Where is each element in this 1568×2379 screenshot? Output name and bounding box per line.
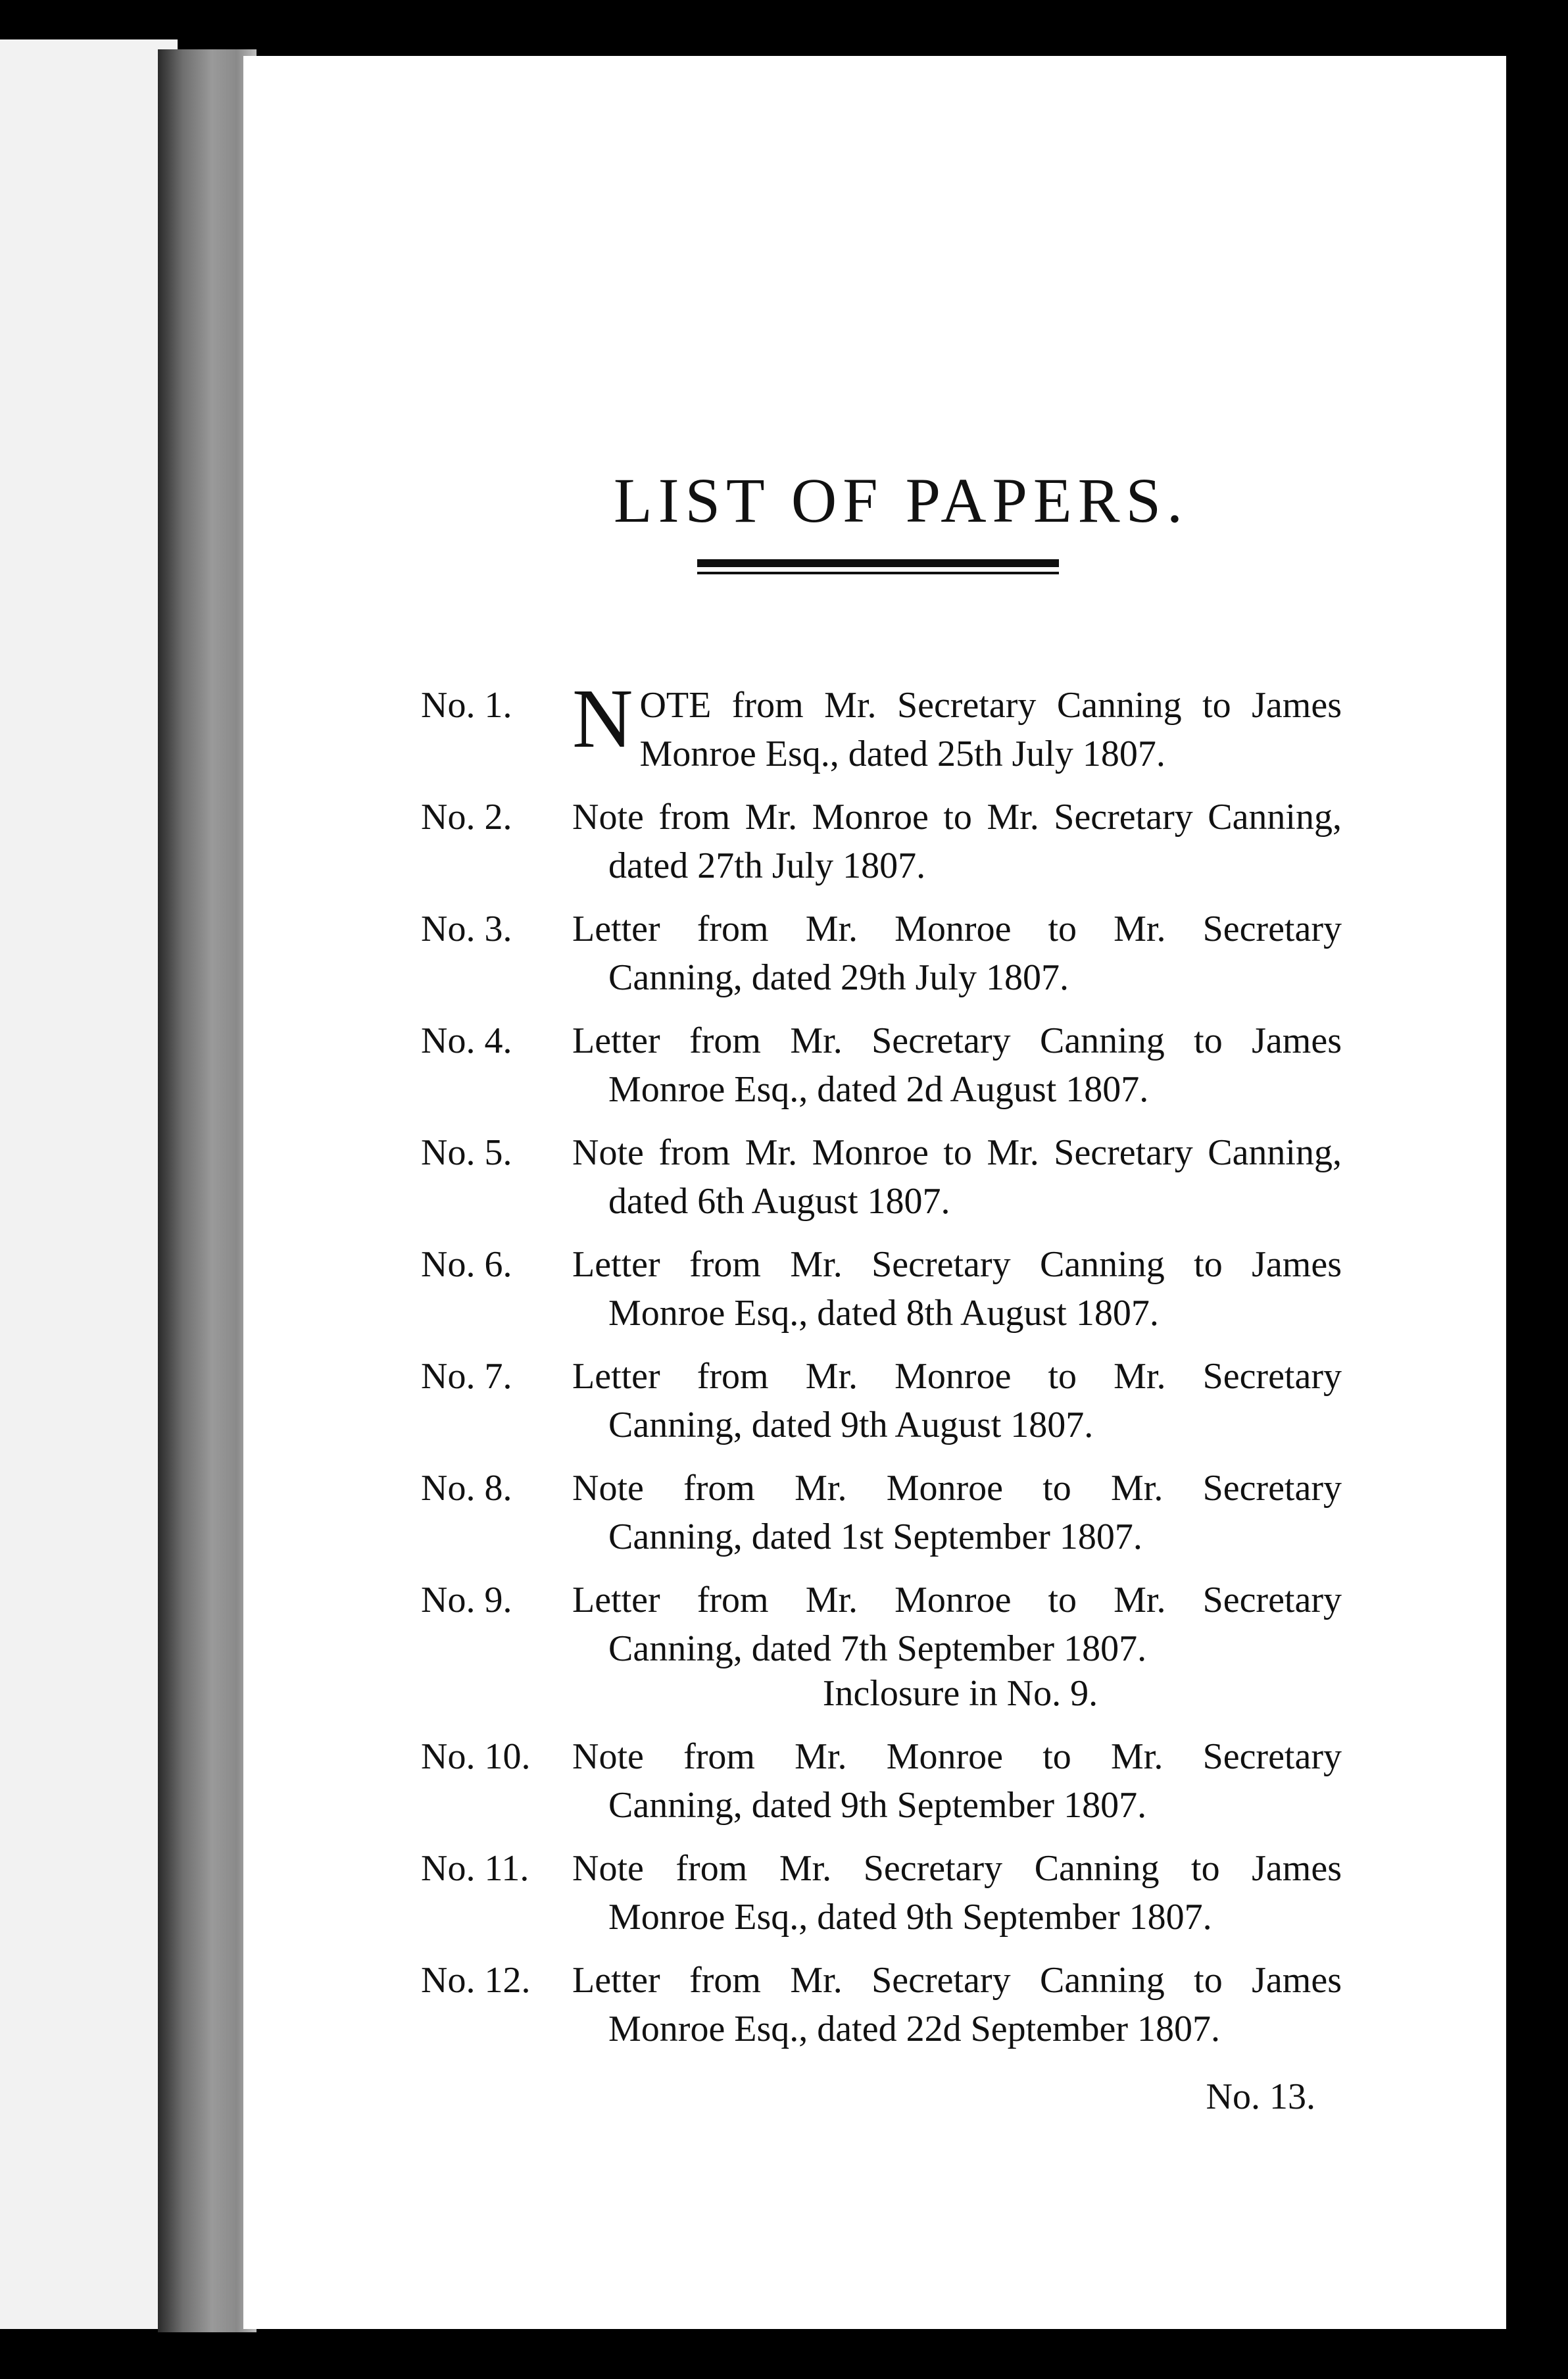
entry-number: No. 1. xyxy=(421,685,512,726)
entry-line-2: dated 6th August 1807. xyxy=(608,1181,950,1222)
entry-line-2: Monroe Esq., dated 22d September 1807. xyxy=(608,2009,1221,2049)
list-entry xyxy=(421,793,1342,890)
entry-inclosure-note: Inclosure in No. 9. xyxy=(822,1673,1098,1714)
facing-page-edge xyxy=(0,39,178,2329)
list-entry xyxy=(421,1464,1342,1561)
entry-line-1: Letter from Mr. Monroe to Mr. Secretary xyxy=(572,1356,1342,1397)
rule-thick-line xyxy=(697,559,1059,567)
rule-thin-line xyxy=(697,572,1059,574)
papers-list xyxy=(421,672,1342,2068)
book-gutter-shadow xyxy=(158,49,257,2332)
entry-line-1: Letter from Mr. Secretary Canning to James xyxy=(572,1244,1342,1285)
entry-line-1: Note from Mr. Monroe to Mr. Secretary Canning, xyxy=(572,1132,1342,1173)
list-entry xyxy=(421,1240,1342,1338)
entry-number: No. 3. xyxy=(421,909,512,949)
entry-line-2: Canning, dated 9th September 1807. xyxy=(608,1785,1147,1826)
entry-line-1: Note from Mr. Monroe to Mr. Secretary Canning, xyxy=(572,797,1342,838)
entry-number: No. 8. xyxy=(421,1468,512,1509)
entry-number: No. 7. xyxy=(421,1356,512,1397)
entry-line-2: dated 27th July 1807. xyxy=(608,845,926,886)
entry-line-1: Letter from Mr. Secretary Canning to James xyxy=(572,1020,1342,1061)
entry-line-1: Letter from Mr. Monroe to Mr. Secretary xyxy=(572,1580,1342,1620)
entry-line-2: Canning, dated 9th August 1807. xyxy=(608,1405,1094,1445)
entry-line-2: Monroe Esq., dated 2d August 1807. xyxy=(608,1069,1149,1110)
entry-number: No. 5. xyxy=(421,1132,512,1173)
list-entry xyxy=(421,1732,1342,1830)
entry-number: No. 12. xyxy=(421,1960,531,2001)
page-title: LIST OF PAPERS. xyxy=(614,465,1188,536)
list-entry xyxy=(421,1352,1342,1449)
title-double-rule xyxy=(697,559,1059,576)
entry-line-1: Note from Mr. Monroe to Mr. Secretary xyxy=(572,1468,1342,1509)
entry-line-1: Note from Mr. Secretary Canning to James xyxy=(572,1848,1342,1889)
entry-line-1-text: OTE from Mr. Secretary Canning to James xyxy=(639,685,1342,726)
entry-number: No. 9. xyxy=(421,1580,512,1620)
entry-line-1: Letter from Mr. Secretary Canning to James xyxy=(572,1960,1342,2001)
list-entry xyxy=(421,672,1342,778)
list-entry xyxy=(421,1844,1342,1941)
entry-line-2: Canning, dated 29th July 1807. xyxy=(608,957,1069,998)
list-entry xyxy=(421,1016,1342,1114)
entry-line-2: Canning, dated 1st September 1807. xyxy=(608,1516,1142,1557)
list-entry xyxy=(421,1128,1342,1226)
entry-number: No. 4. xyxy=(421,1020,512,1061)
entry-number: No. 10. xyxy=(421,1736,531,1777)
entry-line-2: Monroe Esq., dated 9th September 1807. xyxy=(608,1897,1212,1938)
entry-line-1: Note from Mr. Monroe to Mr. Secretary xyxy=(572,1736,1342,1777)
entry-line-2: Canning, dated 7th September 1807. xyxy=(608,1628,1147,1669)
list-entry xyxy=(421,905,1342,1002)
entry-number: No. 11. xyxy=(421,1848,529,1889)
drop-cap-initial: N xyxy=(572,672,633,765)
entry-line-2: Monroe Esq., dated 25th July 1807. xyxy=(639,734,1165,774)
list-entry xyxy=(421,1956,1342,2053)
entry-number: No. 2. xyxy=(421,797,512,838)
document-page xyxy=(243,56,1506,2329)
entry-line-1: Letter from Mr. Monroe to Mr. Secretary xyxy=(572,909,1342,949)
entry-line-2: Monroe Esq., dated 8th August 1807. xyxy=(608,1293,1159,1334)
catchword: No. 13. xyxy=(1206,2076,1315,2117)
list-entry xyxy=(421,1576,1342,1718)
entry-number: No. 6. xyxy=(421,1244,512,1285)
